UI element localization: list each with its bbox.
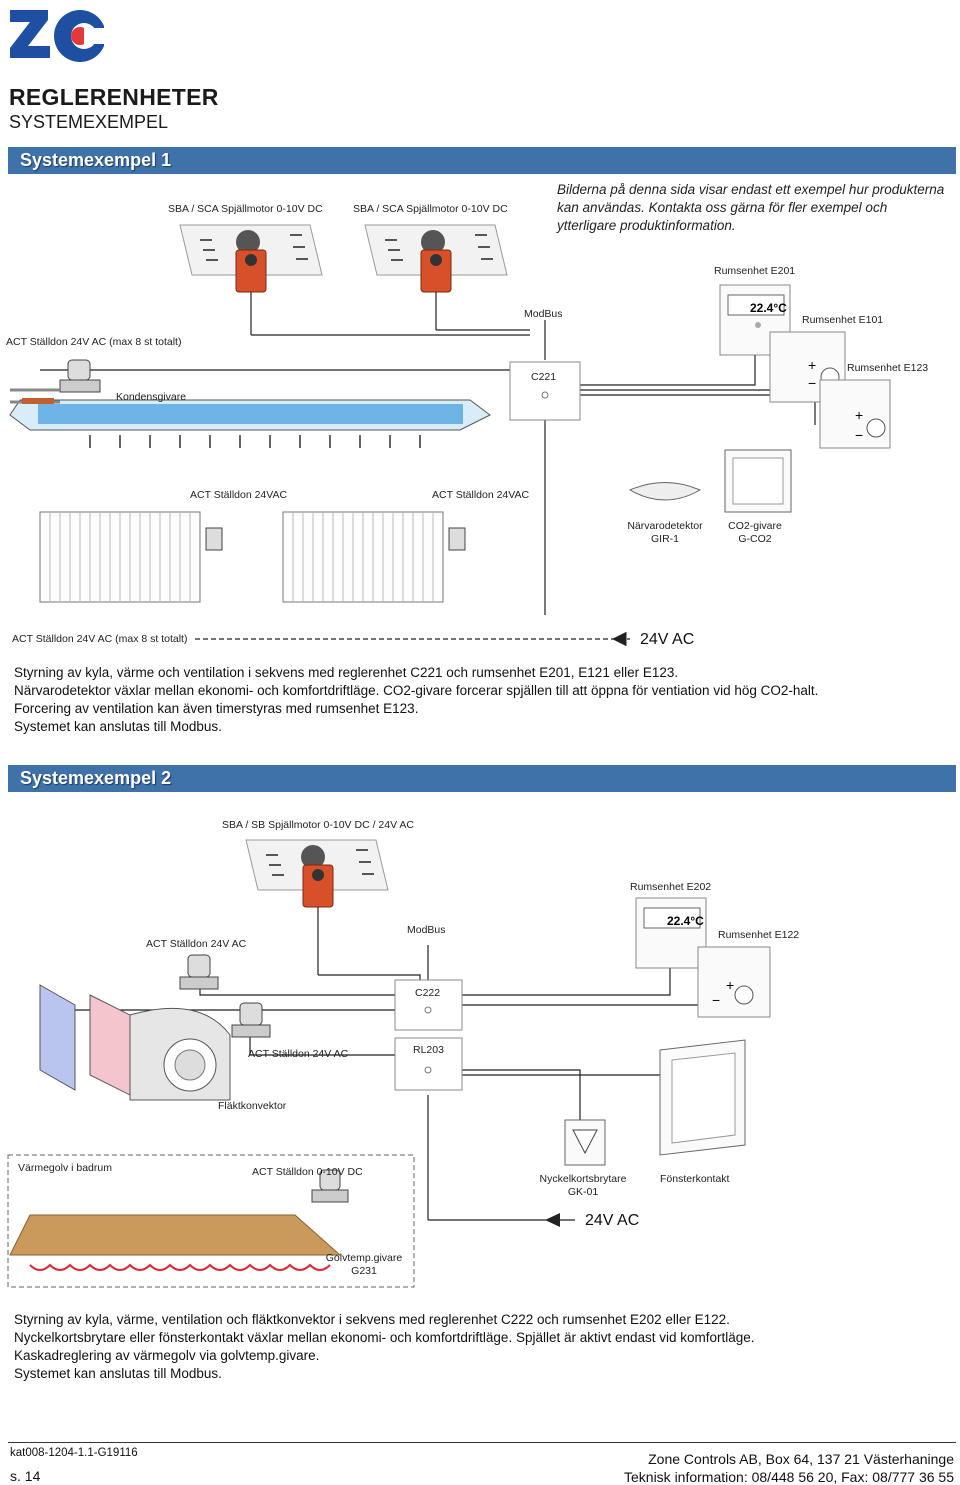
room-unit-e123	[820, 380, 890, 448]
label-presence-1: Närvarodetektor	[627, 520, 703, 532]
radiator-2	[283, 512, 465, 602]
floor-pipe	[30, 1265, 330, 1270]
label-fan-coil: Fläktkonvektor	[218, 1100, 287, 1112]
label-act-floor: ACT Ställdon 0-10V DC	[252, 1166, 363, 1178]
valve-act-beam	[10, 360, 100, 404]
label-act-top: ACT Ställdon 24V AC	[146, 938, 247, 950]
description-2	[14, 1311, 944, 1383]
svg-text:+: +	[855, 407, 864, 423]
e202-display: 22.4°C	[667, 914, 704, 928]
e201-display: 22.4°C	[750, 301, 787, 315]
valve-act-top	[180, 955, 218, 989]
section-band-1	[8, 147, 956, 174]
label-act-fan: ACT Ställdon 24V AC	[248, 1048, 349, 1060]
label-co2-2: G-CO2	[738, 533, 772, 545]
label-key-switch-2: GK-01	[567, 1186, 599, 1198]
label-power-1: 24V AC	[640, 631, 695, 648]
description-2-line: Systemet kan anslutas till Modbus.	[14, 1366, 222, 1381]
company-logo	[8, 6, 104, 68]
description-1	[14, 664, 944, 736]
label-co2-1: CO2-givare	[728, 520, 782, 532]
svg-text:−: −	[712, 992, 721, 1008]
label-act-max: ACT Ställdon 24V AC (max 8 st totalt)	[6, 336, 182, 348]
window	[660, 1040, 745, 1155]
section-heading-1: Systemexempel 1	[20, 150, 172, 170]
label-presence-2: GIR-1	[650, 533, 679, 545]
info-note: Bilderna på denna sida visar endast ett exempel hur produkterna kan användas. Kontakta oss gärna för fler exempel och ytterligare produktinformation.	[557, 182, 945, 233]
footer-contact: Teknisk information: 08/448 56 20, Fax: 08/777 36 55	[624, 1469, 954, 1485]
presence-detector	[630, 483, 700, 501]
description-2-line: Kaskadreglering av värmegolv via golvtemp.givare.	[14, 1348, 320, 1363]
label-act-rad-1: ACT Ställdon 24VAC	[190, 489, 288, 501]
damper-unit-2	[365, 225, 507, 292]
description-2-line: Styrning av kyla, värme, ventilation och fläktkonvektor i sekvens med reglerenhet C222 och rumsenhet E202 eller E122.	[14, 1312, 730, 1327]
label-floor-sensor-2: G231	[351, 1265, 377, 1277]
system-diagram-2	[0, 835, 960, 1290]
description-2-line: Nyckelkortsbrytare eller fönsterkontakt växlar mellan ekonomi- och komfortdriftläge. Spjället är aktivt endast vid komfortläge.	[14, 1330, 755, 1345]
footer-code: kat008-1204-1.1-G19116	[10, 1447, 138, 1459]
label-modbus-1: ModBus	[524, 308, 563, 320]
label-act-bottom: ACT Ställdon 24V AC (max 8 st totalt)	[12, 633, 188, 645]
svg-text:−: −	[808, 375, 817, 391]
footer-rule	[8, 1442, 956, 1443]
label-c221: C221	[531, 371, 557, 383]
room-unit-e202	[636, 898, 706, 968]
label-room-e101: Rumsenhet E101	[802, 314, 884, 326]
description-1-line: Styrning av kyla, värme och ventilation i sekvens med reglerenhet C221 och rumsenhet E201, E121 eller E123.	[14, 665, 679, 680]
description-1-line: Forcering av ventilation kan även timerstyras med rumsenhet E123.	[14, 701, 419, 716]
label-modbus-2: ModBus	[407, 924, 446, 936]
label-room-e122: Rumsenhet E122	[718, 929, 800, 941]
floor-surface	[10, 1215, 340, 1255]
fan-coil	[40, 985, 230, 1100]
label-c222: C222	[415, 987, 441, 999]
label-condensation: Kondensgivare	[116, 391, 187, 403]
label-act-rad-2: ACT Ställdon 24VAC	[432, 489, 530, 501]
damper-label-1: SBA / SCA Spjällmotor 0-10V DC	[168, 203, 323, 215]
radiator-1	[40, 512, 222, 602]
description-1-line: Systemet kan anslutas till Modbus.	[14, 719, 222, 734]
system-diagram-1	[0, 220, 960, 650]
label-key-switch-1: Nyckelkortsbrytare	[539, 1173, 627, 1185]
page-subtitle: SYSTEMEXEMPEL	[9, 112, 169, 132]
page-title: REGLERENHETER	[9, 84, 219, 110]
label-damper-2: SBA / SB Spjällmotor 0-10V DC / 24V AC	[222, 819, 415, 831]
label-floor-bath: Värmegolv i badrum	[18, 1162, 112, 1174]
key-card-switch	[565, 1120, 605, 1165]
svg-text:−: −	[855, 427, 864, 443]
label-power-2: 24V AC	[585, 1212, 640, 1229]
valve-act-fan	[232, 1003, 270, 1037]
damper-unit-1	[180, 225, 322, 292]
damper-label-2: SBA / SCA Spjällmotor 0-10V DC	[353, 203, 508, 215]
section-heading-2: Systemexempel 2	[20, 768, 172, 788]
footer-page: s. 14	[10, 1468, 41, 1484]
svg-text:+: +	[808, 357, 817, 373]
label-floor-sensor-1: Golvtemp.givare	[325, 1252, 403, 1264]
label-window-contact: Fönsterkontakt	[660, 1173, 730, 1185]
label-room-e201: Rumsenhet E201	[714, 265, 796, 277]
label-room-e123: Rumsenhet E123	[847, 362, 929, 374]
section-band-2	[8, 765, 956, 792]
label-room-e202: Rumsenhet E202	[630, 881, 712, 893]
label-rl203: RL203	[413, 1044, 444, 1056]
damper-unit-3	[246, 840, 388, 907]
chilled-beam	[10, 400, 490, 448]
room-unit-e122	[698, 947, 770, 1017]
svg-text:+: +	[726, 977, 735, 993]
description-1-line: Närvarodetektor växlar mellan ekonomi- och komfortdriftläge. CO2-givare forcerar spjällen till att öppna för ventiation vid hög CO2-halt.	[14, 683, 819, 698]
footer-company: Zone Controls AB, Box 64, 137 21 Västerhaninge	[648, 1451, 954, 1467]
